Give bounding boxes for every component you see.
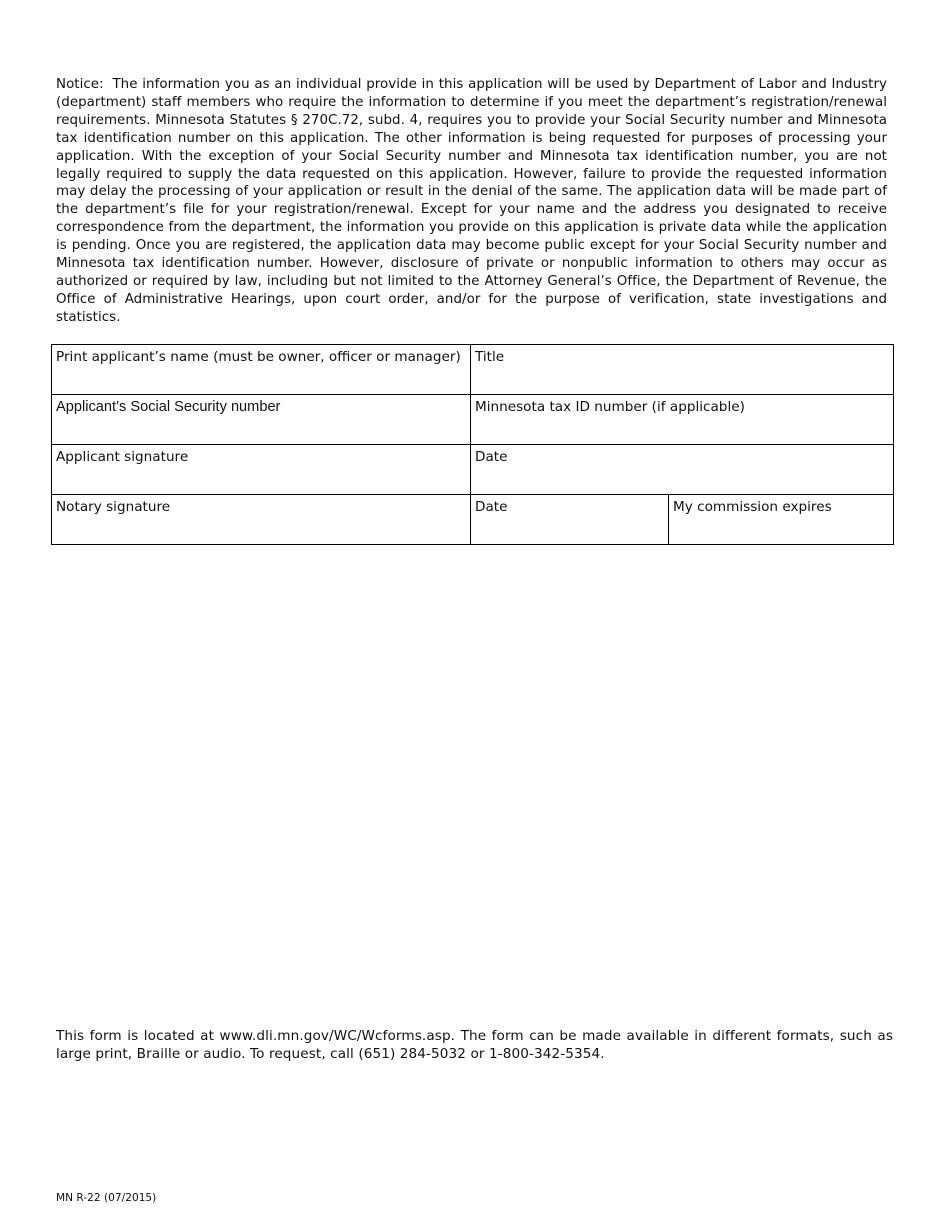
applicant-name-field[interactable]: Print applicant’s name (must be owner, officer or manager)	[52, 345, 471, 395]
signature-table	[51, 344, 894, 545]
privacy-notice	[56, 76, 887, 327]
mn-tax-id-field[interactable]: Minnesota tax ID number (if applicable)	[471, 395, 894, 445]
notice-label: Notice:	[56, 77, 104, 92]
commission-expires-field[interactable]: My commission expires	[669, 495, 894, 545]
notary-signature-field[interactable]: Notary signature	[52, 495, 471, 545]
title-field[interactable]: Title	[471, 345, 894, 395]
applicant-signature-field[interactable]: Applicant signature	[52, 445, 471, 495]
form-availability-note: This form is located at www.dli.mn.gov/WC/Wcforms.asp. The form can be made available in different formats, such as large print, Braille or audio. To request, call (651) 284-5032 or 1-800-342-5354.	[56, 1028, 893, 1062]
notary-date-field[interactable]: Date	[471, 495, 669, 545]
ssn-field[interactable]: Applicant’s Social Security number	[52, 395, 471, 445]
row-notary	[52, 495, 894, 545]
form-code: MN R-22 (07/2015)	[56, 1192, 157, 1204]
notice-body: The information you as an individual provide in this application will be used by Department of Labor and Industry (department) staff members who require the information to determine if you meet the department’s registration/renewal requirements. Minnesota Statutes § 270C.72, subd. 4, requires you to provide your Social Security number and Minnesota tax identification number on this application. The other information is being requested for purposes of processing your application. With the exception of your Social Security number and Minnesota tax identification number, you are not legally required to supply the data requested on this application. However, failure to provide the requested information may delay the processing of your application or result in the denial of the same. The application data will be made part of the department’s file for your registration/renewal. Except for your name and the address you designated to receive correspondence from the department, the information you provide on this application is private data while the application is pending. Once you are registered, the application data may become public except for your Social Security number and Minnesota tax identification number. However, disclosure of private or nonpublic information to others may occur as authorized or required by law, including but not limited to the Attorney General’s Office, the Department of Revenue, the Office of Administrative Hearings, upon court order, and/or for the purpose of verification, state investigations and statistics.	[56, 77, 888, 325]
row-ssn	[52, 395, 894, 445]
row-applicant-signature	[52, 445, 894, 495]
applicant-date-field[interactable]: Date	[471, 445, 894, 495]
row-applicant-name	[52, 345, 894, 395]
